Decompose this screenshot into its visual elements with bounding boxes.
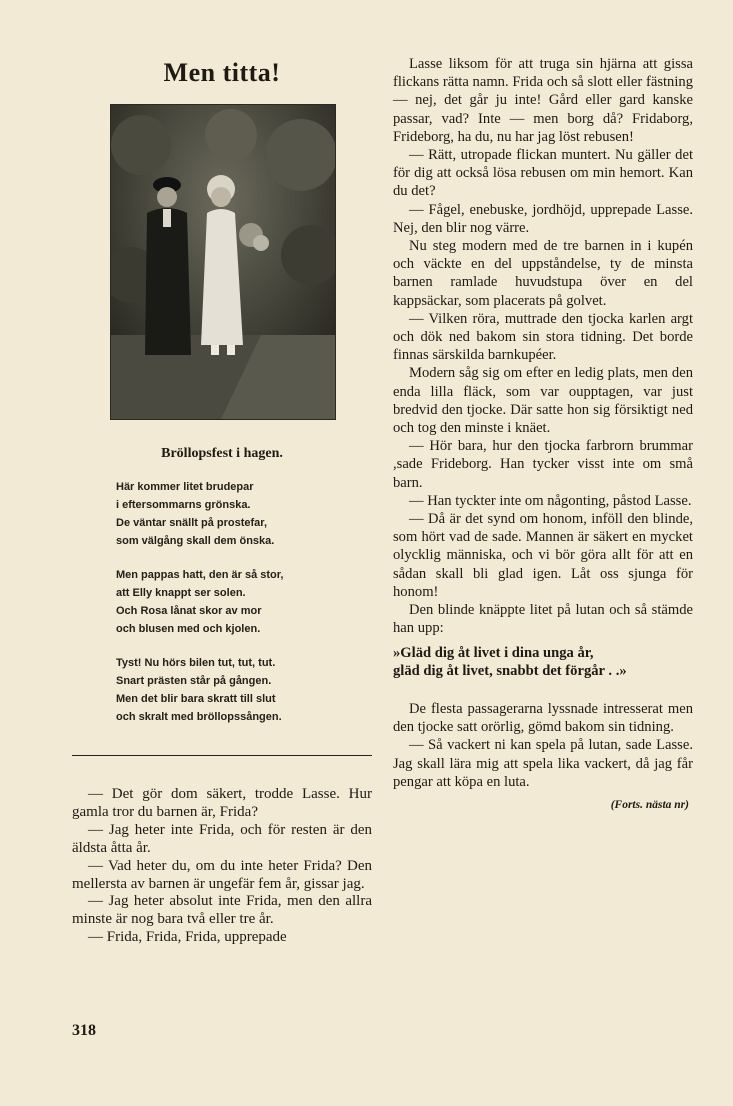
- story-paragraph: Nu steg modern med de tre barnen in i kupén och väckte en del uppståndelse, ty de minsta barnen ramlade huvudstupa över en del kappsäckar, som placerats på golvet.: [393, 238, 693, 309]
- story-paragraph: — Jag heter absolut inte Frida, men den allra minste är nog bara två eller tre år.: [72, 893, 372, 928]
- poem-line: De väntar snällt på prostefar,: [116, 517, 267, 529]
- page-title: Men titta!: [163, 58, 281, 87]
- poem-stanza-1: [116, 478, 372, 550]
- song-quote: [393, 644, 693, 680]
- section-divider: [72, 755, 372, 756]
- story-paragraph: Modern såg sig om efter en ledig plats, men den enda lilla fläck, som var oupptagen, var just bredvid den tjocke. Där satte hon sig försiktigt ned och tog den minste i knäet.: [393, 365, 693, 437]
- right-column: [393, 55, 693, 811]
- poem-line: Men det blir bara skratt till slut: [116, 693, 276, 705]
- story-paragraph: — Frida, Frida, Frida, upprepade: [88, 929, 287, 946]
- poem-stanza-3: [116, 654, 372, 726]
- poem-line: Och Rosa lånat skor av mor: [116, 605, 262, 617]
- story-paragraph: — Rätt, utropade flickan muntert. Nu gäller det för dig att också lösa rebusen om min hemort. Kan du det?: [393, 147, 693, 200]
- story-paragraph: — Vilken röra, muttrade den tjocka karlen argt och dök ned bakom sin stora tidning. Det borde finnas särskilda barnkupéer.: [393, 310, 693, 364]
- photo-caption: Bröllopsfest i hagen.: [161, 446, 283, 461]
- poem-line: att Elly knappt ser solen.: [116, 587, 246, 599]
- poem-line: Snart prästen står på gången.: [116, 675, 272, 687]
- poem-stanza-2: [116, 566, 372, 638]
- left-column: [72, 50, 372, 742]
- story-paragraph: De flesta passagerarna lyssnade intresserat men den tjocke satt orörlig, gömd bakom sin tidning.: [393, 700, 693, 736]
- poem-line: och skralt med bröllopssången.: [116, 711, 282, 723]
- story-paragraph: — Jag heter inte Frida, och för resten är den äldsta åtta år.: [72, 821, 372, 856]
- story-paragraph: Den blinde knäppte litet på lutan och så stämde han upp:: [393, 602, 693, 637]
- story-paragraph: — Hör bara, hur den tjocka farbrorn brummar ,sade Frideborg. Han tycker visst inte om små barn.: [393, 438, 693, 491]
- poem: [116, 478, 372, 726]
- left-story-text: [72, 786, 372, 947]
- poem-line: Tyst! Nu hörs bilen tut, tut, tut.: [116, 657, 276, 669]
- story-paragraph: Lasse liksom för att truga sin hjärna att gissa flickans rätta namn. Frida och så slott eller fästning — nej, det går ju inte! Gård eller gard kanske passar, vad? Inte — men borg då? Fridaborg, Frideborg, ha du, nu har jag löst rebusen!: [393, 56, 693, 145]
- story-paragraph: — Då är det synd om honom, inföll den blinde, som hört vad de sade. Mannen är säkert en mycket olycklig människa, och vi bör göra allt för att en sådan skall bli glad igen. Låt oss sjunga för honom!: [393, 511, 693, 600]
- wedding-photo-image: [111, 105, 335, 419]
- story-paragraph: — Han tyckter inte om någonting, påstod Lasse.: [409, 492, 692, 509]
- poem-line: Men pappas hatt, den är så stor,: [116, 569, 284, 581]
- story-paragraph: — Så vackert ni kan spela på lutan, sade Lasse. Jag skall lära mig att spela lika vackert, då jag får pengar att köpa en luta.: [393, 737, 693, 790]
- story-paragraph: — Det gör dom säkert, trodde Lasse. Hur gamla tror du barnen är, Frida?: [72, 786, 372, 820]
- poem-line: Här kommer litet brudepar: [116, 481, 254, 493]
- poem-line: som välgång skall dem önska.: [116, 535, 275, 547]
- poem-line: och blusen med och kjolen.: [116, 623, 261, 635]
- song-quote-line: »Gläd dig åt livet i dina unga år,: [393, 644, 594, 661]
- poem-line: i eftersommarns grönska.: [116, 499, 251, 511]
- story-paragraph: — Fågel, enebuske, jordhöjd, upprepade Lasse. Nej, den blir nog värre.: [393, 201, 693, 236]
- wedding-photo: [110, 104, 336, 420]
- song-quote-line: gläd dig åt livet, snabbt det förgår . .»: [393, 662, 627, 679]
- continuation-note: (Forts. nästa nr): [610, 798, 689, 811]
- story-paragraph: — Vad heter du, om du inte heter Frida? Den mellersta av barnen är ungefär fem år, gissar jag.: [72, 857, 372, 892]
- page-number: 318: [72, 1022, 96, 1039]
